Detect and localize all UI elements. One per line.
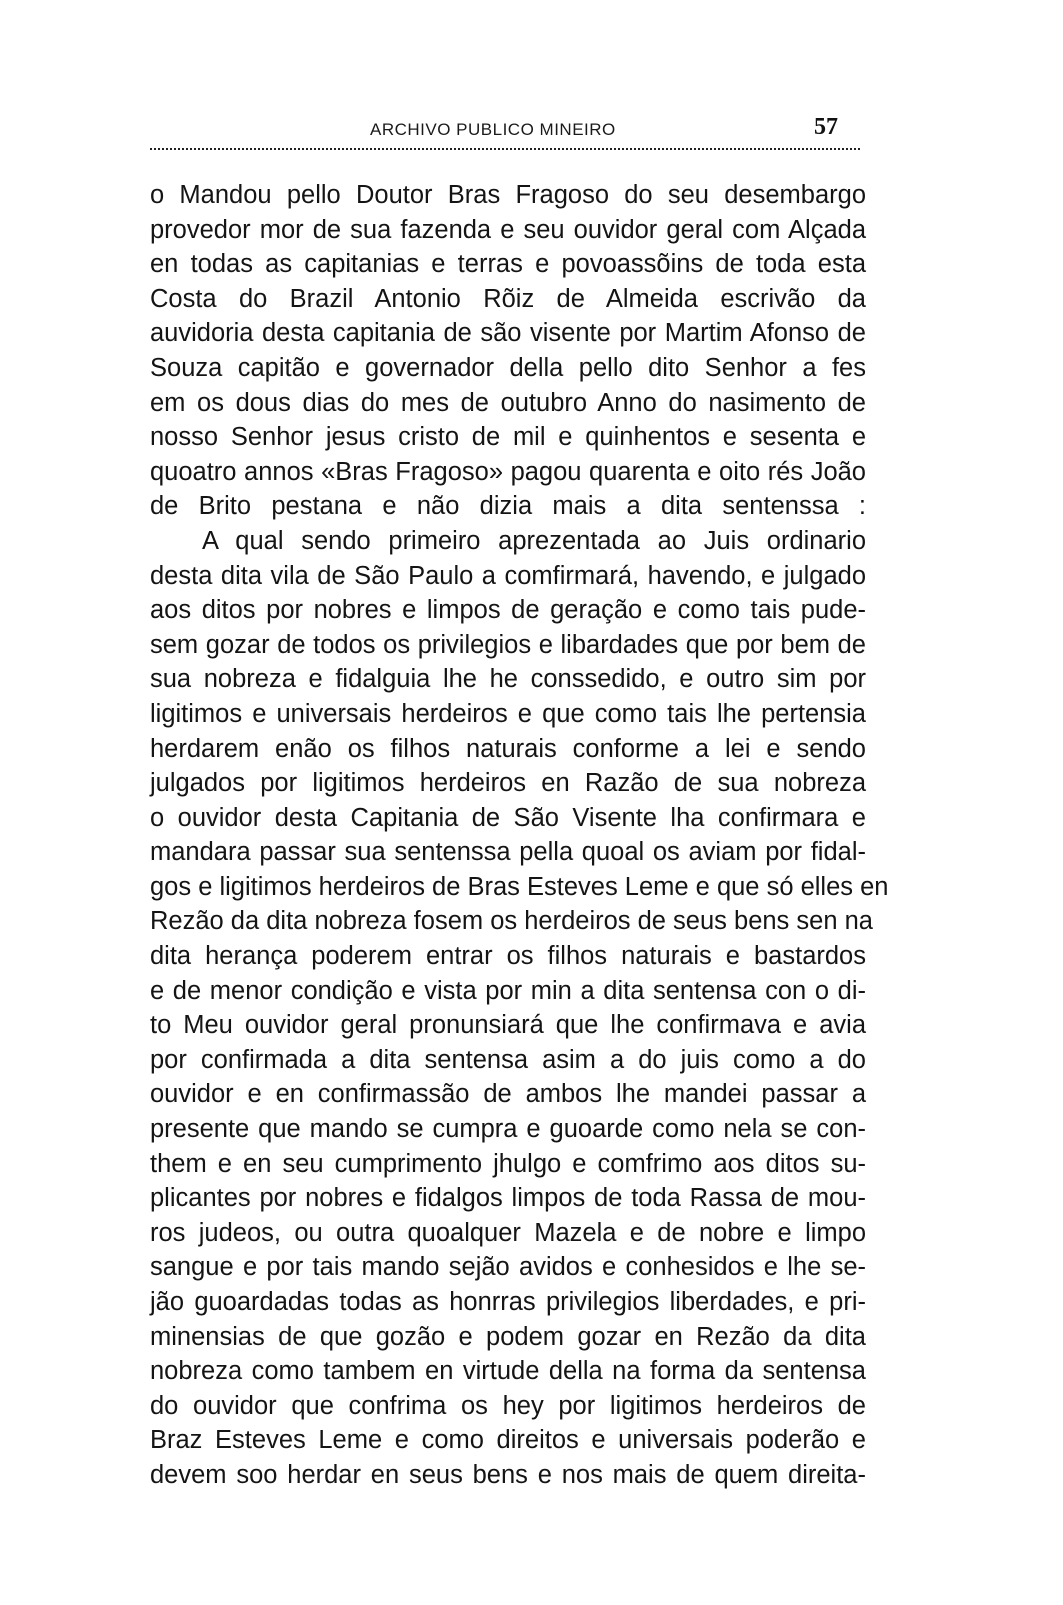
text-line: en todas as capitanias e terras e povoassõins de toda esta: [150, 250, 866, 279]
text-line: Braz Esteves Leme e como direitos e universais poderão e: [150, 1426, 866, 1455]
text-line: Costa do Brazil Antonio Rõiz de Almeida escrivão da: [150, 284, 866, 313]
text-line: o Mandou pello Doutor Bras Fragoso do seu desembargo: [150, 181, 866, 209]
text-line: do ouvidor que confrima os hey por ligitimos herdeiros de: [150, 1391, 866, 1420]
text-line: minensias de que gozão e podem gozar en Rezão da dita: [150, 1322, 866, 1351]
text-line: sua nobreza e fidalguia lhe he conssedido, e outro sim por: [150, 665, 866, 694]
running-header: [150, 116, 860, 152]
page-number: 57: [814, 114, 838, 140]
text-line: them e en seu cumprimento jhulgo e comfrimo aos ditos su-: [150, 1149, 866, 1178]
text-line: presente que mando se cumpra e guoarde como nela se con-: [150, 1115, 866, 1144]
text-line: mandara passar sua sentenssa pella quoal os aviam por fidal-: [150, 838, 866, 867]
text-line: nosso Senhor jesus cristo de mil e quinhentos e sesenta e: [150, 423, 866, 452]
text-line: Rezão da dita nobreza fosem os herdeiros de seus bens sen na: [150, 907, 873, 936]
text-line: sem gozar de todos os privilegios e libardades que por bem de: [150, 630, 866, 659]
paragraph-2: [150, 524, 889, 1493]
text-line: sangue e por tais mando sejão avidos e conhesidos e lhe se-: [150, 1253, 866, 1282]
text-line: desta dita vila de São Paulo a comfirmará, havendo, e julgado: [150, 561, 866, 590]
text-line: A qual sendo primeiro aprezentada ao Juis ordinario: [202, 526, 866, 555]
text-line: o ouvidor desta Capitania de São Visente lha confirmara e: [150, 803, 866, 832]
text-line: de Brito pestana e não dizia mais a dita sentenssa :: [150, 492, 866, 521]
text-line: julgados por ligitimos herdeiros en Razão de sua nobreza: [150, 769, 866, 798]
running-title: ARCHIVO PUBLICO MINEIRO: [370, 120, 616, 139]
text-line: quoatro annos «Bras Fragoso» pagou quarenta e oito rés João: [150, 457, 866, 486]
text-line: plicantes por nobres e fidalgos limpos de toda Rassa de mou-: [150, 1184, 866, 1213]
text-line: to Meu ouvidor geral pronunsiará que lhe confirmava e avia: [150, 1011, 866, 1040]
paragraph-1: [150, 178, 866, 524]
text-line: em os dous dias do mes de outubro Anno do nasimento de: [150, 388, 866, 417]
text-line: ligitimos e universais herdeiros e que como tais lhe pertensia: [150, 699, 866, 728]
text-line: dita herança poderem entrar os filhos naturais e bastardos: [150, 942, 866, 971]
text-line: por confirmada a dita sentensa asim a do juis como a do: [150, 1045, 866, 1074]
text-line: herdarem enão os filhos naturais conforme a lei e sendo: [150, 734, 866, 763]
text-line: aos ditos por nobres e limpos de geração e como tais pude-: [150, 596, 866, 625]
header-rule: [150, 148, 860, 150]
text-line: jão guoardadas todas as honrras privilegios liberdades, e pri-: [150, 1288, 866, 1316]
text-line: provedor mor de sua fazenda e seu ouvidor geral com Alçada: [150, 215, 866, 244]
text-line: e de menor condição e vista por min a dita sentensa con o di-: [150, 976, 866, 1005]
text-line: ouvidor e en confirmassão de ambos lhe mandei passar a: [150, 1080, 866, 1109]
text-line: Souza capitão e governador della pello dito Senhor a fes: [150, 353, 866, 382]
text-line: devem soo herdar en seus bens e nos mais de quem direita-: [150, 1460, 866, 1489]
body-text: [150, 178, 889, 1493]
text-line: auvidoria desta capitania de são visente por Martim Afonso de: [150, 319, 866, 348]
text-line: ros judeos, ou outra quoalquer Mazela e de nobre e limpo: [150, 1218, 866, 1247]
text-line: nobreza como tambem en virtude della na forma da sentensa: [150, 1357, 866, 1386]
text-line: gos e ligitimos herdeiros de Bras Esteves Leme e que só elles en: [150, 872, 889, 901]
